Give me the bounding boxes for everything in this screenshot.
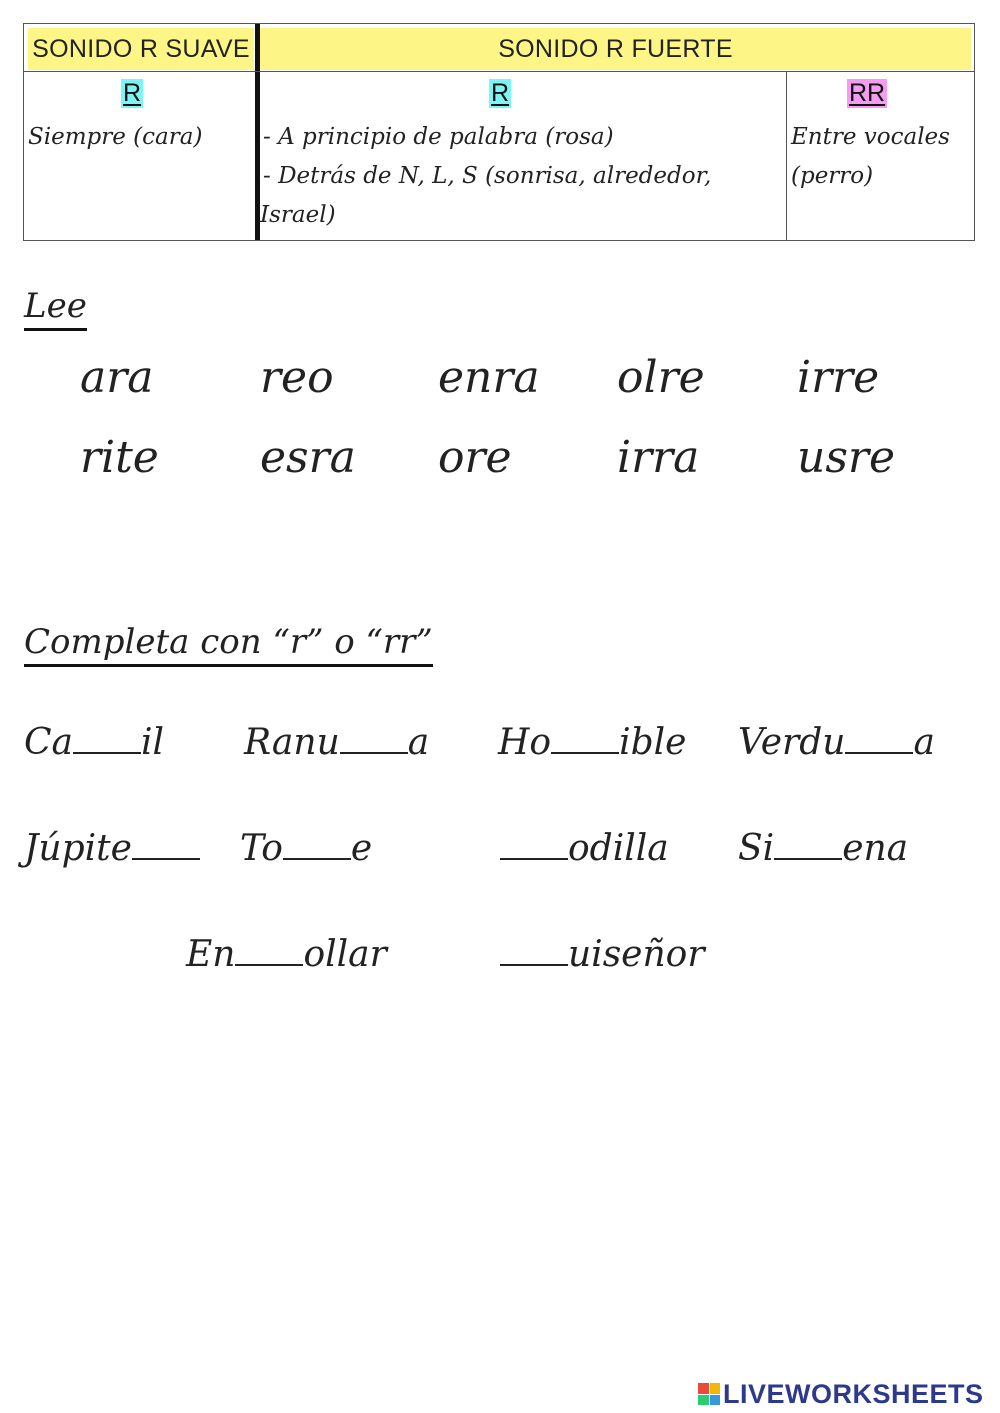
- header-soft-r: SONIDO R SUAVE: [28, 28, 254, 70]
- read-word: olre: [617, 352, 705, 403]
- fill-suffix: ena: [842, 828, 909, 869]
- blank-input[interactable]: [845, 752, 913, 754]
- header-divider: [24, 71, 974, 72]
- fill-item: [244, 722, 429, 763]
- read-word: irra: [617, 432, 700, 483]
- fill-prefix: Ho: [498, 722, 552, 763]
- fill-item: [24, 722, 164, 763]
- logo-text: LIVEWORKSHEETS: [723, 1378, 984, 1409]
- blank-input[interactable]: [132, 858, 200, 860]
- logo-mark-icon: [698, 1383, 720, 1405]
- read-word: ara: [80, 352, 154, 403]
- read-word: esra: [260, 432, 356, 483]
- strong-r-rule-1: - A principio de palabra (rosa): [263, 124, 614, 150]
- rr-letter: RR: [849, 79, 886, 107]
- fill-prefix: To: [240, 828, 283, 869]
- fill-prefix: Ranu: [244, 722, 340, 763]
- fill-suffix: uiseñor: [568, 934, 705, 975]
- header-strong-r: SONIDO R FUERTE: [260, 28, 971, 70]
- blank-input[interactable]: [340, 752, 408, 754]
- fill-prefix: Júpite: [24, 828, 132, 869]
- rule-table: [23, 23, 975, 241]
- read-word: reo: [260, 352, 334, 403]
- fill-prefix: En: [186, 934, 236, 975]
- fill-suffix: a: [407, 722, 430, 763]
- strong-r-rule-2: - Detrás de N, L, S (sonrisa, alrededor,: [263, 163, 712, 189]
- blank-input[interactable]: [73, 752, 141, 754]
- fill-item: [500, 934, 705, 975]
- fill-suffix: e: [350, 828, 373, 869]
- read-word: ore: [438, 432, 512, 483]
- soft-r-rule: Siempre (cara): [28, 124, 203, 150]
- read-heading: Lee: [24, 286, 87, 331]
- fill-item: [738, 722, 935, 763]
- blank-input[interactable]: [500, 964, 568, 966]
- fill-item: [500, 828, 669, 869]
- blank-input[interactable]: [551, 752, 619, 754]
- fill-prefix: Ca: [24, 722, 74, 763]
- blank-input[interactable]: [774, 858, 842, 860]
- fill-item: [738, 828, 908, 869]
- strong-r-letter: R: [491, 79, 510, 107]
- fill-suffix: ible: [619, 722, 687, 763]
- liveworksheets-logo: [698, 1380, 984, 1408]
- fill-item: [240, 828, 372, 869]
- blank-input[interactable]: [500, 858, 568, 860]
- rr-rule-2: (perro): [791, 163, 874, 189]
- fill-suffix: odilla: [568, 828, 669, 869]
- fill-suffix: ollar: [303, 934, 387, 975]
- blank-input[interactable]: [235, 964, 303, 966]
- blank-input[interactable]: [283, 858, 351, 860]
- fill-item: [498, 722, 686, 763]
- fill-suffix: a: [913, 722, 935, 763]
- read-word: irre: [797, 352, 880, 403]
- strong-r-rule-3: Israel): [260, 202, 336, 228]
- read-word: usre: [797, 432, 895, 483]
- read-word: enra: [438, 352, 540, 403]
- read-word: rite: [80, 432, 159, 483]
- soft-r-letter: R: [123, 79, 142, 107]
- rr-rule-1: Entre vocales: [791, 124, 950, 150]
- fill-item: [186, 934, 387, 975]
- fill-item: [24, 828, 200, 869]
- fill-prefix: Verdu: [738, 722, 846, 763]
- fill-prefix: Si: [738, 828, 775, 869]
- complete-heading: Completa con “r” o “rr”: [24, 622, 433, 667]
- rr-column-divider: [786, 71, 787, 240]
- fill-suffix: il: [141, 722, 165, 763]
